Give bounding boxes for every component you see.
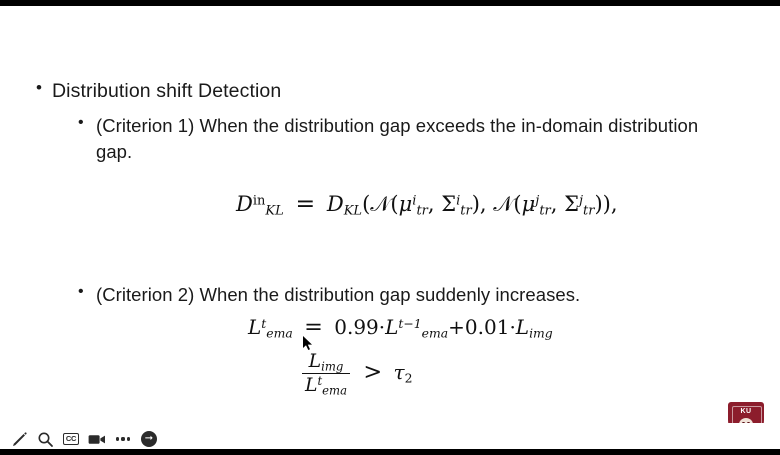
- search-icon: [37, 431, 54, 448]
- bullet-level2-criterion-2: • (Criterion 2) When the distribution gap suddenly increases.: [76, 282, 734, 308]
- arrow-right-icon: ➞: [141, 431, 157, 447]
- logo-label: KU: [740, 408, 752, 415]
- ratio-threshold-equation: $\frac{L_{img}}{L^t_{ema}}$ > $\tau_2$: [300, 351, 413, 396]
- kl-divergence-equation: $D^{in}_{KL}$ = $D_{KL}(𝒩(\mu^i_{tr}$, $\Sigma^i_{tr}$), $𝒩(\mu^j_{tr}$, $\Sigma^j_{tr}$)),: [236, 189, 618, 219]
- video-camera-icon: [88, 433, 106, 446]
- bullet-level1-distribution-shift-detection: • Distribution shift Detection: [34, 78, 734, 104]
- slide-canvas: [0, 6, 780, 443]
- ema-loss-equation: $L^t_{ema} = 0.99\cdot L^{t-1}_{ema}+0.01\cdot L_{img}$: [248, 314, 553, 341]
- bullet-level2-criterion-1: • (Criterion 1) When the distribution gap exceeds the in-domain distribution gap.: [76, 113, 734, 164]
- pen-icon: [11, 431, 28, 448]
- cc-icon: CC: [63, 433, 79, 445]
- ellipsis-icon: [116, 437, 130, 440]
- mouse-cursor: [303, 336, 313, 350]
- bottom-letterbox: [0, 449, 780, 455]
